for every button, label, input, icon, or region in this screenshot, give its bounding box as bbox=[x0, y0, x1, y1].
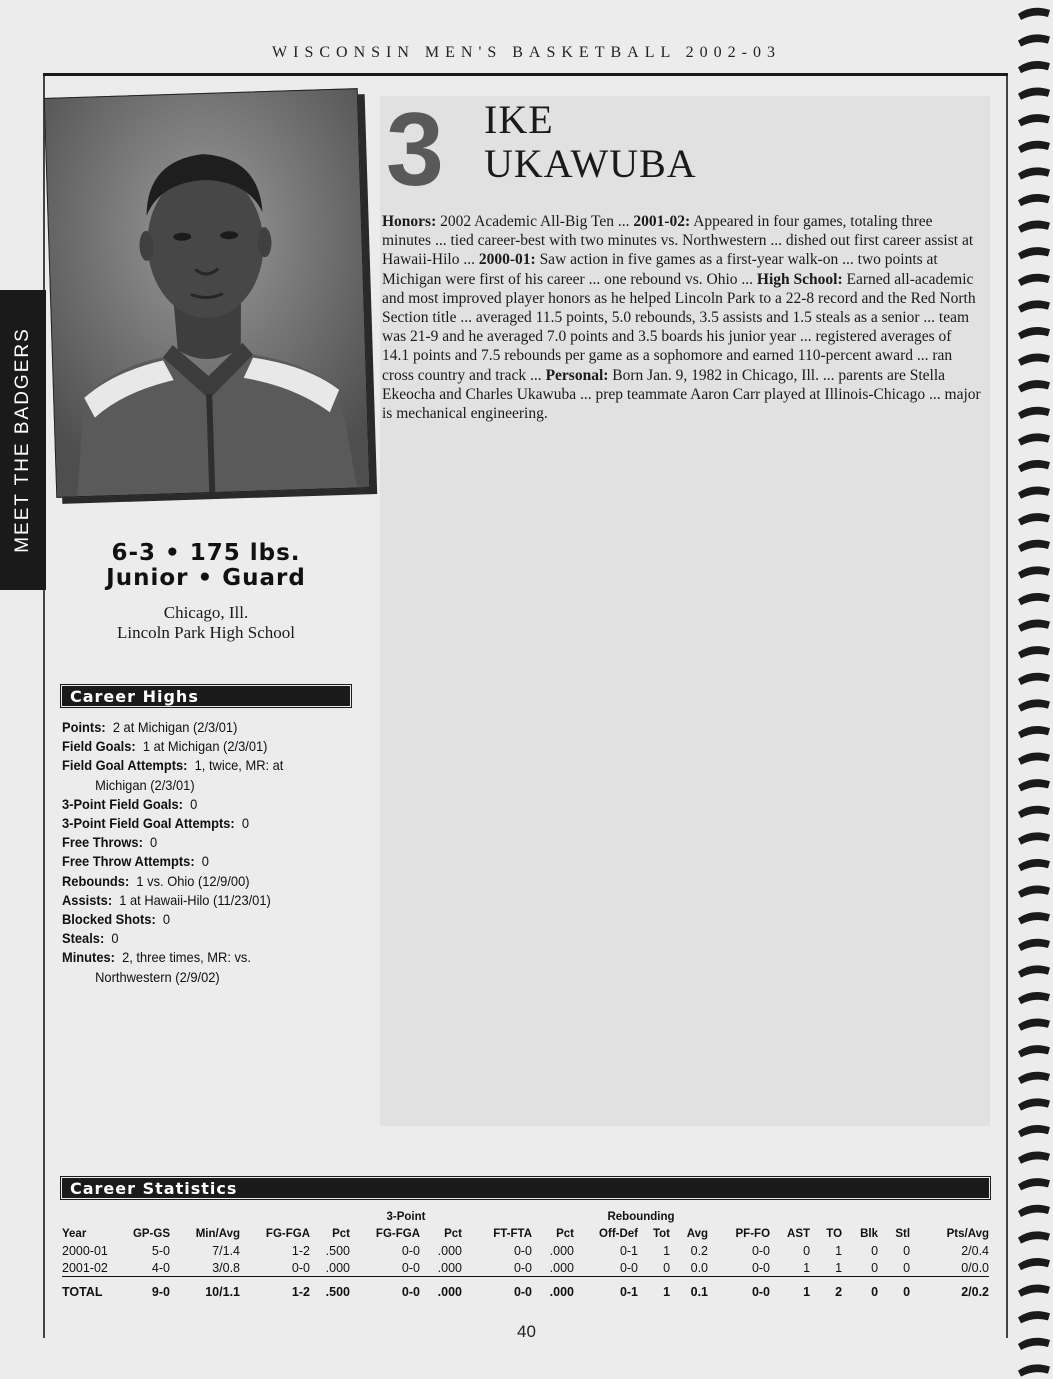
career-high-value: 1 at Michigan (2/3/01) bbox=[142, 738, 268, 755]
stats-cell: 7/1.4 bbox=[212, 1243, 240, 1258]
stats-cell: 1 bbox=[663, 1243, 671, 1258]
career-high-value: 0 bbox=[201, 853, 209, 870]
stats-cell: 0/0.0 bbox=[961, 1260, 990, 1275]
section-side-tab-label: MEET THE BADGERS bbox=[12, 327, 33, 553]
bio-high-school-text: Earned all-academic and most improved player honors as he helped Lincoln Park to a 22-8 record and the Red North Section title ... averaged 11.5 points, 5.0 rebounds, 3.5 assists and 1.5 steals as a senior ... team was 21-9 and he averaged 7.0 points and 3.5 boards his junior year ... registered averages of 14.1 points and 7.5 rebounds per game as a sophomore and earned 110-percent award ... ran cross country and track ... bbox=[382, 270, 976, 384]
stats-column-header: FT-FTA bbox=[493, 1227, 533, 1240]
spiral-loop bbox=[1018, 221, 1050, 233]
career-high-item bbox=[62, 891, 338, 910]
left-rule bbox=[43, 76, 45, 1338]
career-high-label: Blocked Shots: bbox=[62, 911, 156, 928]
spiral-loop bbox=[1018, 460, 1050, 472]
career-high-item bbox=[62, 795, 338, 814]
stats-cell: 0-0 bbox=[751, 1260, 771, 1275]
stats-total-cell: 9-0 bbox=[122, 1277, 170, 1302]
stats-cell: .000 bbox=[549, 1260, 575, 1275]
spiral-loop bbox=[1018, 88, 1050, 100]
stats-cell: .000 bbox=[549, 1243, 575, 1258]
stats-header-row bbox=[62, 1225, 989, 1242]
career-high-item bbox=[62, 833, 338, 852]
spiral-loop bbox=[1018, 354, 1050, 366]
stats-cell: 1 bbox=[835, 1243, 843, 1258]
spiral-loop bbox=[1018, 114, 1050, 126]
stats-total-cell: .000 bbox=[420, 1277, 462, 1302]
stats-total-cell: .000 bbox=[532, 1277, 574, 1302]
stats-cell: 0-0 bbox=[751, 1243, 771, 1258]
career-high-value: 0 bbox=[111, 930, 119, 947]
stats-total-cell: 0-0 bbox=[462, 1277, 532, 1302]
spiral-loop bbox=[1018, 965, 1050, 977]
career-high-item bbox=[62, 872, 338, 891]
stats-season-row bbox=[62, 1242, 989, 1259]
spiral-loop bbox=[1018, 673, 1050, 685]
career-high-value: 2 at Michigan (2/3/01) bbox=[112, 719, 238, 735]
stats-total-row bbox=[62, 1277, 989, 1302]
stats-cell: .000 bbox=[325, 1260, 350, 1275]
career-highs-list bbox=[62, 718, 338, 987]
career-high-item bbox=[62, 910, 338, 929]
spiral-loop bbox=[1018, 1152, 1050, 1164]
spiral-loop bbox=[1018, 34, 1050, 46]
stats-cell: .000 bbox=[437, 1243, 463, 1258]
stats-cell: 0-0 bbox=[513, 1243, 533, 1258]
career-high-item bbox=[62, 929, 338, 948]
stats-group-3-point: 3-Point bbox=[386, 1210, 426, 1223]
stats-column-header: Pct bbox=[332, 1227, 350, 1240]
stats-column-header: Pct bbox=[556, 1227, 575, 1240]
stats-group-spacer bbox=[62, 1208, 350, 1225]
career-high-item bbox=[62, 814, 338, 833]
spiral-loop bbox=[1018, 487, 1050, 499]
stats-cell: 0 bbox=[903, 1260, 911, 1275]
career-high-value: 0 bbox=[241, 815, 250, 832]
spiral-loop bbox=[1018, 513, 1050, 525]
stats-group-spacer bbox=[708, 1208, 989, 1225]
stats-group-spacer bbox=[462, 1208, 574, 1225]
career-high-label: Free Throws: bbox=[62, 834, 143, 851]
spiral-loop bbox=[1018, 1019, 1050, 1031]
spiral-loop bbox=[1018, 646, 1050, 658]
bio-2001-02-text: Appeared in four games, totaling three minutes ... tied career-best with two minutes vs. Northwestern ... dished out first career assist at Hawaii-Hilo ... bbox=[382, 213, 974, 269]
career-high-label: Assists: bbox=[62, 891, 113, 908]
stats-total-cell: 2/0.2 bbox=[910, 1277, 989, 1302]
career-high-item bbox=[62, 852, 338, 871]
stats-column-header: Min/Avg bbox=[195, 1227, 240, 1240]
spiral-loop bbox=[1018, 1205, 1050, 1217]
stats-cell: 2/0.4 bbox=[961, 1243, 990, 1258]
spiral-loop bbox=[1018, 699, 1050, 711]
publication-header: WISCONSIN MEN'S BASKETBALL 2002-03 bbox=[272, 44, 781, 61]
stats-cell: 0-0 bbox=[401, 1243, 420, 1258]
career-high-value: 0 bbox=[150, 834, 158, 851]
stats-cell: .000 bbox=[437, 1260, 463, 1275]
stats-cell: 0 bbox=[903, 1243, 911, 1258]
stats-cell: 0 bbox=[803, 1243, 811, 1258]
stats-total-cell: 0-0 bbox=[708, 1277, 770, 1302]
stats-column-header: Avg bbox=[686, 1227, 709, 1240]
stats-total-cell: 0-1 bbox=[574, 1277, 638, 1302]
spiral-loop bbox=[1018, 1364, 1050, 1376]
page-number: 40 bbox=[517, 1322, 536, 1341]
stats-column-header: Blk bbox=[860, 1227, 879, 1240]
spiral-loop bbox=[1018, 167, 1050, 179]
career-high-label: Free Throw Attempts: bbox=[62, 853, 195, 870]
stats-column-header: Year bbox=[62, 1227, 87, 1240]
stats-total-cell: 0 bbox=[878, 1277, 910, 1302]
stats-column-header: Pts/Avg bbox=[946, 1227, 990, 1240]
spiral-loop bbox=[1018, 726, 1050, 738]
spiral-loop bbox=[1018, 1285, 1050, 1297]
career-high-item bbox=[62, 737, 338, 756]
spiral-loop bbox=[1018, 886, 1050, 898]
stats-column-header: Pct bbox=[444, 1227, 463, 1240]
career-statistics-heading: Career Statistics bbox=[62, 1178, 989, 1198]
spiral-loop bbox=[1018, 859, 1050, 871]
career-high-value: 1, twice, MR: at bbox=[194, 757, 284, 774]
career-high-value-continued: Northwestern (2/9/02) bbox=[95, 968, 220, 985]
stats-total-cell: 0 bbox=[842, 1277, 878, 1302]
stats-total-cell: 2 bbox=[810, 1277, 842, 1302]
stats-cell: 1 bbox=[835, 1260, 843, 1275]
stats-column-header: Tot bbox=[652, 1227, 671, 1240]
career-high-label: 3-Point Field Goals: bbox=[62, 795, 183, 812]
spiral-loop bbox=[1018, 1045, 1050, 1057]
career-high-value: 1 vs. Ohio (12/9/00) bbox=[136, 872, 250, 889]
career-high-value-continued: Michigan (2/3/01) bbox=[95, 776, 195, 793]
stats-column-header: TO bbox=[826, 1227, 843, 1240]
career-high-value: 0 bbox=[162, 911, 171, 928]
spiral-loop bbox=[1018, 1125, 1050, 1137]
player-last-name: UKAWUBA bbox=[484, 141, 697, 186]
stats-cell: 4-0 bbox=[151, 1260, 170, 1275]
career-high-value: 0 bbox=[190, 795, 198, 812]
stats-cell: 0-1 bbox=[619, 1243, 639, 1258]
career-high-label: Minutes: bbox=[62, 949, 115, 966]
spiral-loop bbox=[1018, 1098, 1050, 1110]
stats-total-cell: 1 bbox=[770, 1277, 810, 1302]
stats-cell: 0-0 bbox=[619, 1260, 639, 1275]
spiral-loop bbox=[1018, 407, 1050, 419]
spiral-loop bbox=[1018, 247, 1050, 259]
spiral-loop bbox=[1018, 912, 1050, 924]
spiral-loop bbox=[1018, 1072, 1050, 1084]
career-statistics-table bbox=[62, 1208, 989, 1301]
stats-group-header-row bbox=[62, 1208, 989, 1225]
career-high-label: Steals: bbox=[62, 930, 105, 947]
jersey-number: 3 bbox=[386, 92, 440, 208]
stats-total-cell: 0-0 bbox=[350, 1277, 420, 1302]
stats-cell: 0.2 bbox=[690, 1243, 709, 1258]
spiral-loop bbox=[1018, 433, 1050, 445]
stats-column-header: FG-FGA bbox=[265, 1227, 310, 1240]
bio-honors-text: 2002 Academic All-Big Ten ... bbox=[436, 213, 634, 230]
player-first-name: IKE bbox=[484, 97, 554, 142]
stats-cell: 0 bbox=[871, 1260, 879, 1275]
stats-column-header: GP-GS bbox=[132, 1227, 170, 1240]
stats-column-header: PF-FO bbox=[735, 1227, 771, 1240]
stats-group-rebounding: Rebounding bbox=[607, 1210, 675, 1223]
spiral-loop bbox=[1018, 1178, 1050, 1190]
stats-total-cell: 1-2 bbox=[240, 1277, 310, 1302]
spiral-loop bbox=[1018, 779, 1050, 791]
career-high-label: Points: bbox=[62, 719, 106, 735]
stats-cell: 2000-01 bbox=[62, 1243, 108, 1258]
spiral-loop bbox=[1018, 274, 1050, 286]
stats-total-cell: TOTAL bbox=[62, 1277, 122, 1302]
spiral-loop bbox=[1018, 380, 1050, 392]
stats-total-cell: 10/1.1 bbox=[170, 1277, 240, 1302]
player-class-position: Junior • Guard bbox=[106, 565, 306, 591]
stats-cell: 5-0 bbox=[151, 1243, 170, 1258]
career-high-value: 1 at Hawaii-Hilo (11/23/01) bbox=[119, 891, 271, 908]
stats-column-header: FG-FGA bbox=[375, 1227, 420, 1240]
stats-total-cell: .500 bbox=[310, 1277, 350, 1302]
player-high-school: Lincoln Park High School bbox=[116, 623, 295, 642]
stats-cell: 0-0 bbox=[401, 1260, 420, 1275]
stats-cell: 1 bbox=[803, 1260, 811, 1275]
stats-cell: .500 bbox=[325, 1243, 350, 1258]
spiral-loop bbox=[1018, 1231, 1050, 1243]
player-headshot-photo bbox=[44, 88, 370, 498]
career-high-label: Field Goals: bbox=[62, 738, 136, 755]
bio-personal-text: Born Jan. 9, 1982 in Chicago, Ill. ... parents are Stella Ekeocha and Charles Ukawuba ... prep teammate Aaron Carr played at Illinois-Chicago ... major is mechanical engineering. bbox=[382, 366, 981, 423]
bio-2001-02-label: 2001-02: bbox=[633, 213, 691, 230]
spiral-loop bbox=[1018, 806, 1050, 818]
career-high-item bbox=[62, 756, 338, 775]
spiral-loop bbox=[1018, 141, 1050, 153]
spiral-loop bbox=[1018, 939, 1050, 951]
spiral-loop bbox=[1018, 566, 1050, 578]
stats-cell: 1-2 bbox=[291, 1243, 310, 1258]
career-highs-heading: Career Highs bbox=[62, 686, 350, 706]
stats-cell: 0-0 bbox=[513, 1260, 533, 1275]
stats-cell: 3/0.8 bbox=[212, 1260, 240, 1275]
stats-column-header: Stl bbox=[895, 1227, 911, 1240]
stats-total-cell: 0.1 bbox=[670, 1277, 708, 1302]
stats-cell: 0 bbox=[663, 1260, 671, 1275]
spiral-loop bbox=[1018, 61, 1050, 73]
spiral-loop bbox=[1018, 194, 1050, 206]
spiral-loop bbox=[1018, 992, 1050, 1004]
stats-cell: 0.0 bbox=[690, 1260, 709, 1275]
stats-cell: 0-0 bbox=[291, 1260, 310, 1275]
bio-honors-label: Honors: bbox=[382, 213, 437, 230]
spiral-loop bbox=[1018, 1258, 1050, 1270]
right-rule bbox=[1006, 76, 1008, 1338]
stats-cell: 2001-02 bbox=[62, 1260, 108, 1275]
bio-high-school-label: High School: bbox=[756, 270, 843, 288]
career-high-label: Rebounds: bbox=[62, 872, 130, 889]
top-rule bbox=[43, 73, 1008, 76]
stats-total-cell: 1 bbox=[638, 1277, 670, 1302]
bio-2000-01-label: 2000-01: bbox=[478, 251, 536, 269]
spiral-loop bbox=[1018, 832, 1050, 844]
spiral-loop bbox=[1018, 8, 1050, 20]
career-high-label: Field Goal Attempts: bbox=[62, 757, 188, 774]
spiral-loop bbox=[1018, 753, 1050, 765]
player-size: 6-3 • 175 lbs. bbox=[111, 540, 301, 566]
player-hometown: Chicago, Ill. bbox=[163, 603, 249, 622]
bio-2000-01-text: Saw action in five games as a first-year walk-on ... two points at Michigan were first of his career ... one rebound vs. Ohio ... bbox=[382, 251, 938, 288]
spiral-loop bbox=[1018, 300, 1050, 312]
career-high-value: 2, three times, MR: vs. bbox=[122, 949, 251, 966]
spiral-loop bbox=[1018, 593, 1050, 605]
spiral-loop bbox=[1018, 620, 1050, 632]
bio-personal-label: Personal: bbox=[545, 366, 609, 384]
stats-column-header: AST bbox=[787, 1227, 811, 1240]
career-high-item bbox=[62, 718, 338, 737]
stats-cell: 0 bbox=[871, 1243, 879, 1258]
player-bio bbox=[382, 212, 982, 423]
spiral-loop bbox=[1018, 540, 1050, 552]
spiral-binding bbox=[1012, 0, 1053, 1379]
stats-season-row bbox=[62, 1259, 989, 1277]
stats-column-header: Off-Def bbox=[599, 1227, 639, 1240]
career-high-label: 3-Point Field Goal Attempts: bbox=[62, 815, 235, 832]
career-high-item bbox=[62, 948, 338, 967]
spiral-loop bbox=[1018, 327, 1050, 339]
